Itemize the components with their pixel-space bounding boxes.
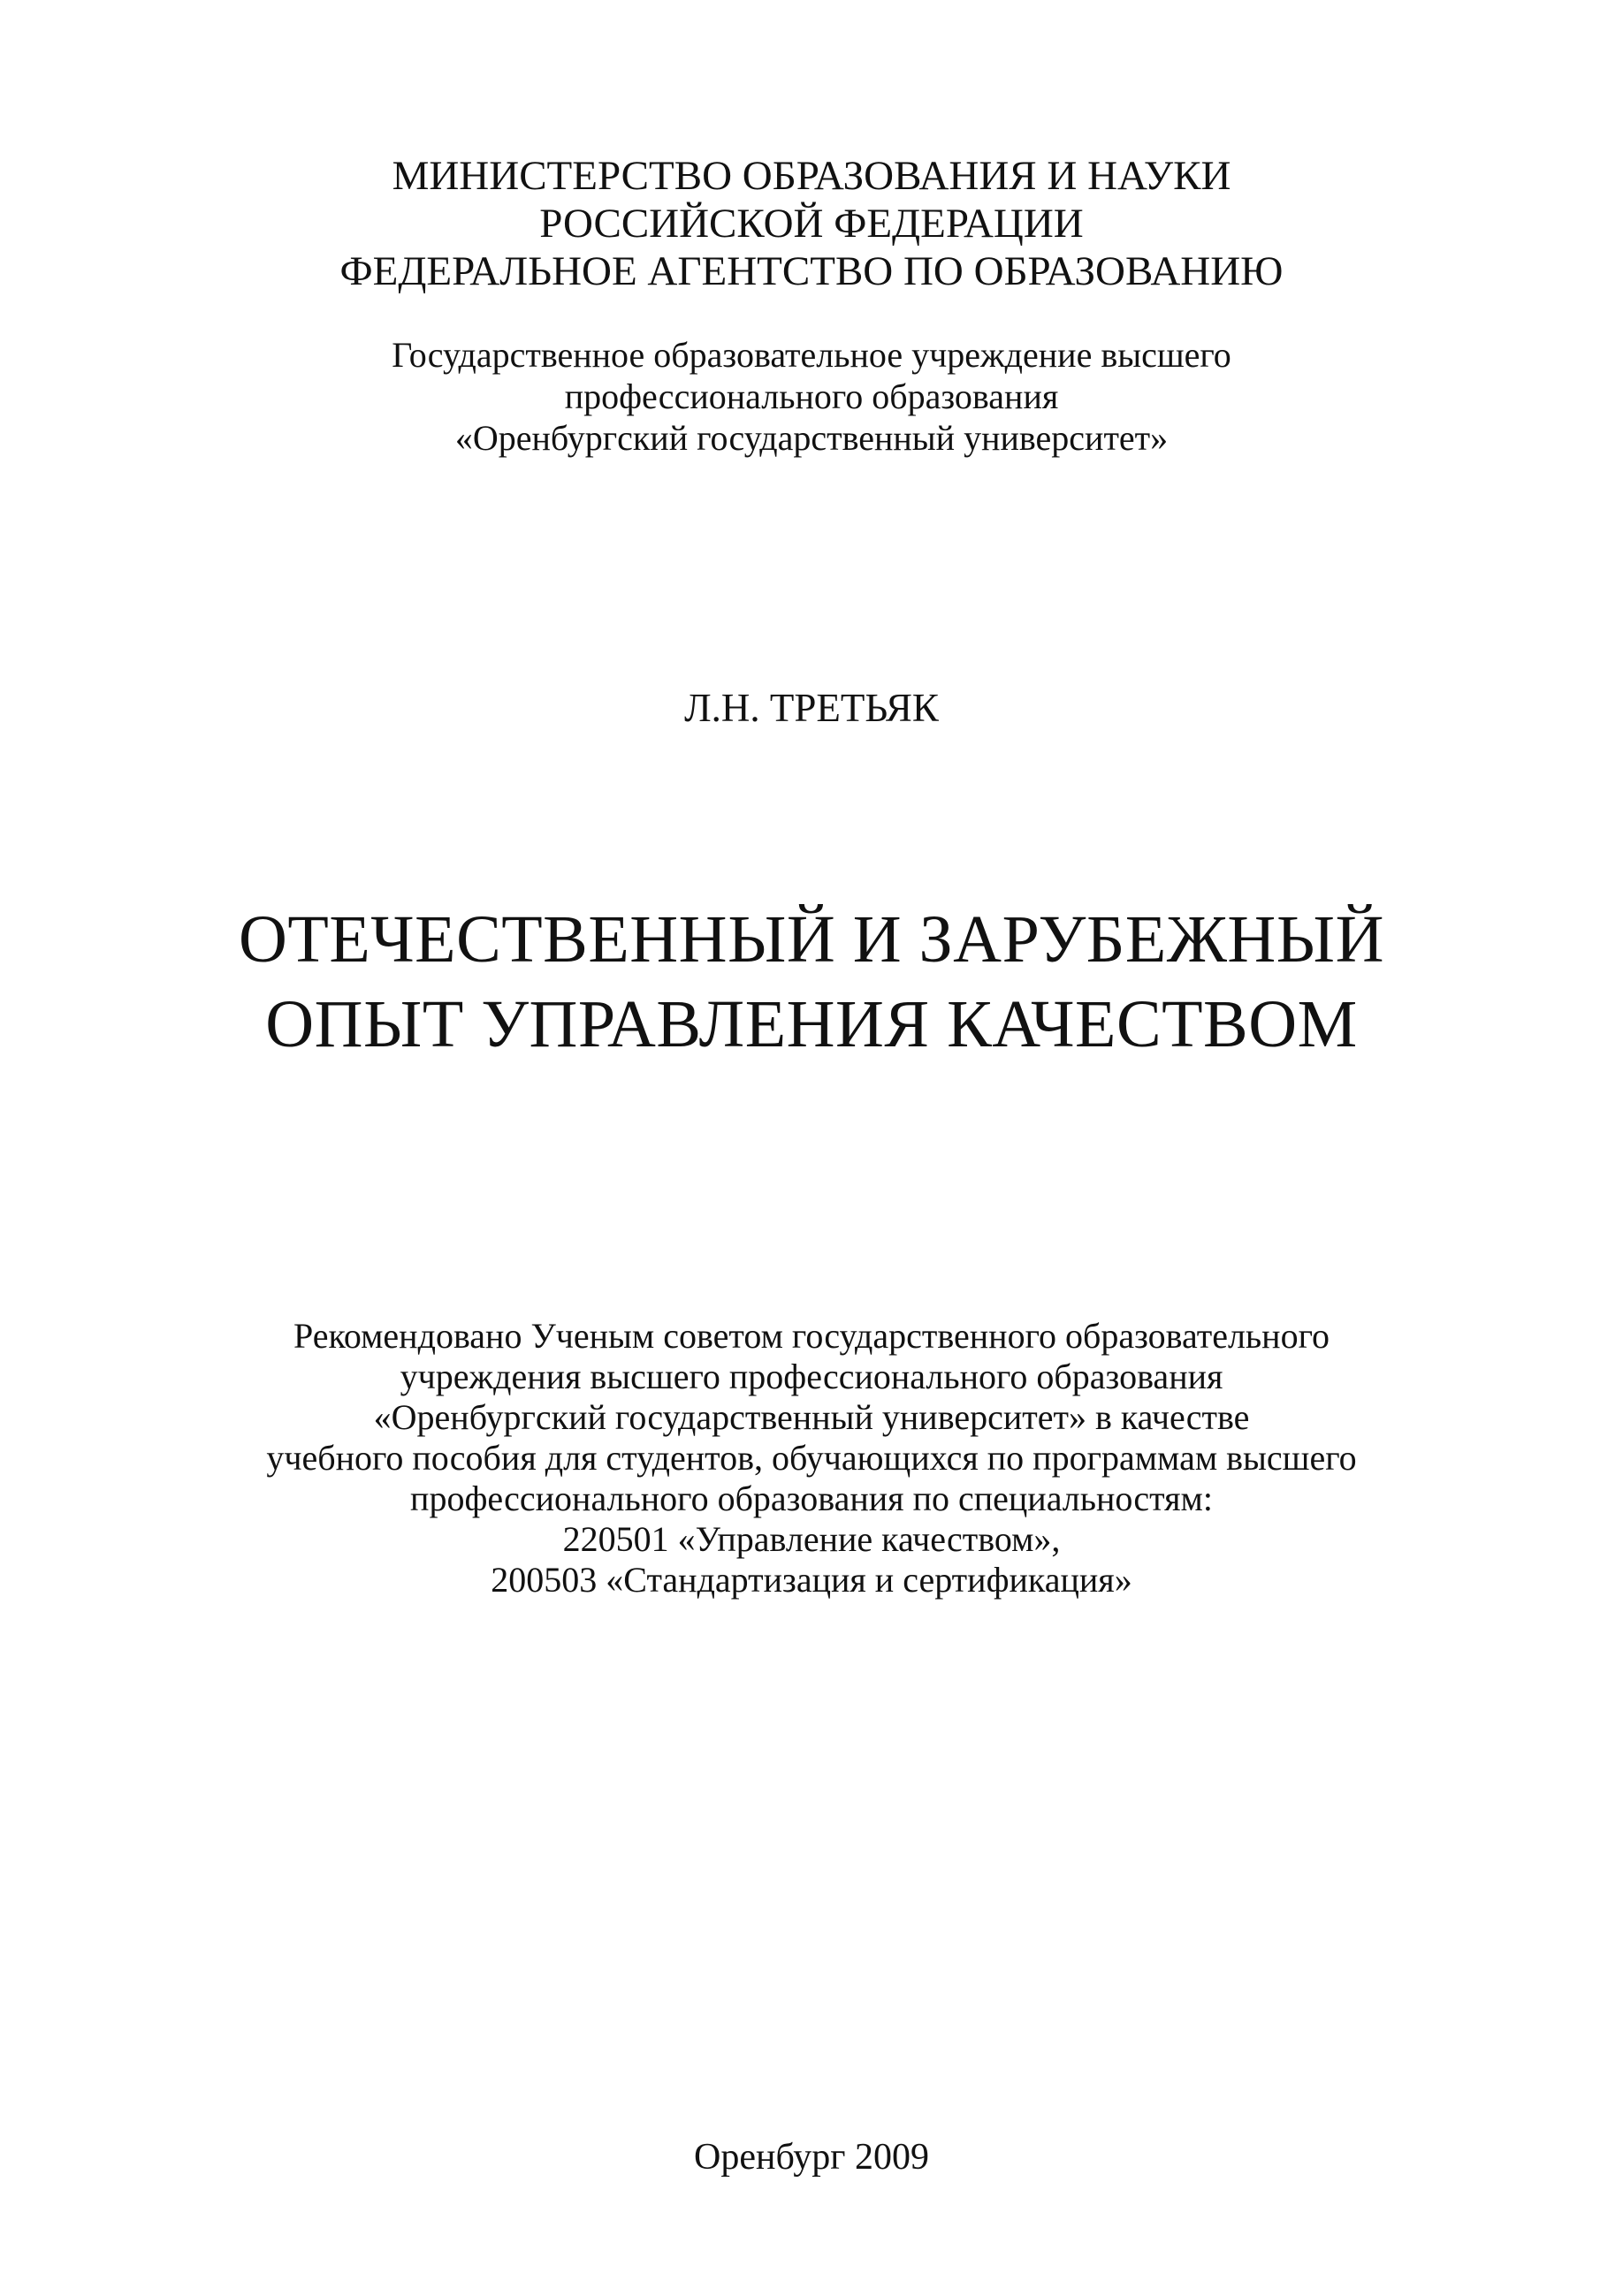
recommendation-line: 220501 «Управление качеством»,: [562, 1519, 1061, 1559]
recommendation-line: «Оренбургский государственный университет» в качестве: [373, 1397, 1250, 1437]
ministry-line: РОССИЙСКОЙ ФЕДЕРАЦИИ: [539, 201, 1084, 247]
ministry-header: [0, 152, 1623, 295]
title-line: ОТЕЧЕСТВЕННЫЙ И ЗАРУБЕЖНЫЙ: [239, 902, 1384, 977]
recommendation-line: профессионального образования по специальностям:: [410, 1479, 1213, 1518]
city-year: Оренбург 2009: [694, 2137, 929, 2178]
recommendation-line: учебного пособия для студентов, обучающихся по программам высшего: [266, 1438, 1357, 1478]
author-name: [0, 686, 1623, 730]
institution-line: Государственное образовательное учреждение высшего: [392, 335, 1231, 375]
institution-line: профессионального образования: [564, 376, 1059, 416]
institution-line: «Оренбургский государственный университет»: [454, 418, 1169, 458]
ministry-line: МИНИСТЕРСТВО ОБРАЗОВАНИЯ И НАУКИ: [392, 153, 1231, 199]
recommendation-line: 200503 «Стандартизация и сертификация»: [491, 1560, 1132, 1600]
title-line: ОПЫТ УПРАВЛЕНИЯ КАЧЕСТВОМ: [265, 987, 1358, 1061]
ministry-line: ФЕДЕРАЛЬНОЕ АГЕНТСТВО ПО ОБРАЗОВАНИЮ: [339, 248, 1284, 294]
institution-name: [0, 334, 1623, 459]
author-line: Л.Н. ТРЕТЬЯК: [684, 686, 939, 730]
publication-footer: [0, 2136, 1623, 2178]
recommendation-line: учреждения высшего профессионального образования: [400, 1357, 1223, 1396]
recommendation-note: [0, 1316, 1623, 1600]
recommendation-line: Рекомендовано Ученым советом государственного образовательного: [293, 1316, 1330, 1356]
document-title: [0, 897, 1623, 1067]
